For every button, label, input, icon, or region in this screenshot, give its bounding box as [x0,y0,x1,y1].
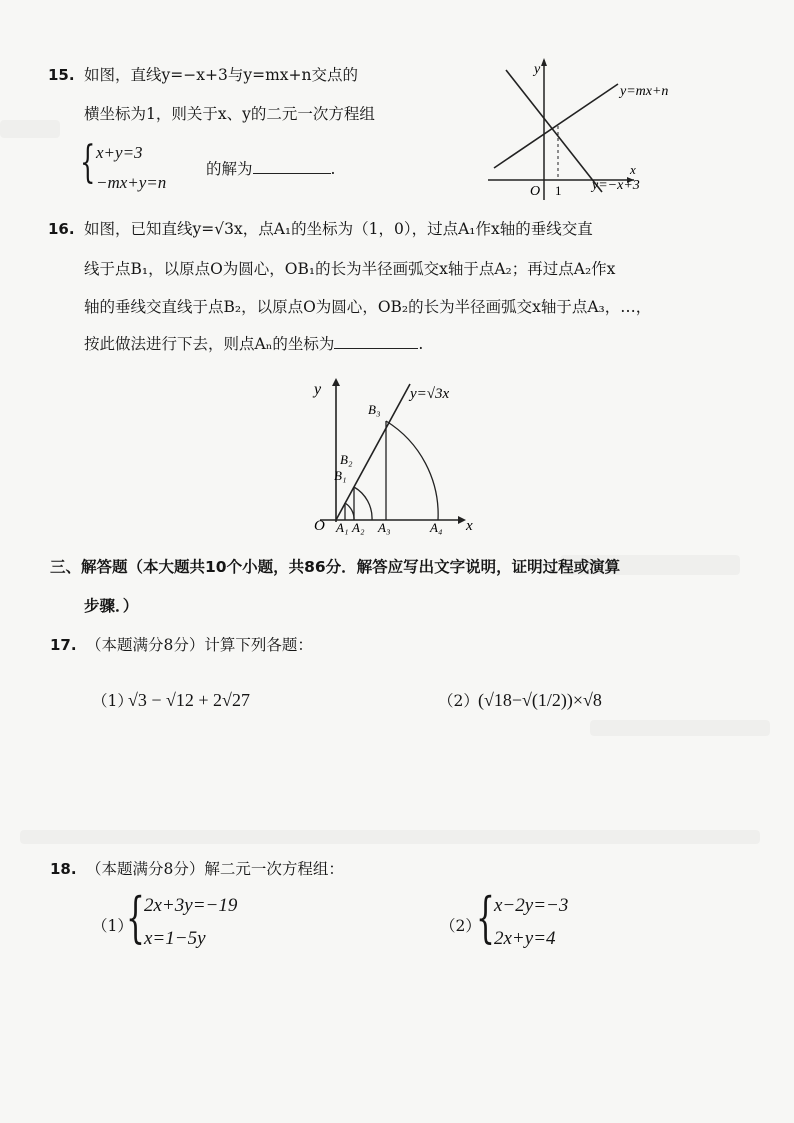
line-label: y=mx+n [620,84,669,99]
equation: −mx+y=n [96,173,167,192]
arc-b2a3 [354,487,372,520]
line-y-mx-plus-n [494,84,618,168]
equation: 2x+3y=−19 [144,895,238,916]
equation: x−2y=−3 [494,895,569,916]
arc-b1a2 [345,503,354,520]
question-text: 线于点B₁，以原点O为圆心，OB₁的长为半径画弧交x轴于点A₂；再过点A₂作x [84,260,616,278]
equation: x+y=3 [96,143,143,162]
answer-blank[interactable] [253,157,331,174]
question-text: （本题满分8分）解二元一次方程组： [86,860,344,878]
question-text: 横坐标为1，则关于x、y的二元一次方程组 [84,105,375,123]
line-label: y=−x+3 [592,178,640,193]
line-label: y=√3x [410,386,450,402]
system-brace: { [476,886,495,949]
bleed-through-shadow [590,720,770,736]
expression: √3 − √12 + 2√27 [128,690,250,710]
question-text: 按此做法进行下去，则点Aₙ的坐标为 . [84,332,423,355]
question-number: 15. [48,66,75,84]
point-label-b2: B₂ [340,452,353,467]
question-text: 轴的垂线交直线于点B₂，以原点O为圆心，OB₂的长为半径画弧交x轴于点A₃，…， [84,298,652,316]
equation: 2x+y=4 [494,928,556,949]
question-text: 的解为 . [206,157,335,180]
section-title: 三、解答题（本大题共10个小题，共86分．解答应写出文字说明，证明过程或演算 [50,558,621,576]
axis-label-y: y [534,62,541,77]
bleed-through-shadow [0,120,60,138]
question-number: 16. [48,220,75,238]
point-label-a2: A₂ [352,520,365,535]
axis-label-y: y [314,381,322,398]
point-label-a4: A₄ [430,520,443,535]
line-y-neg-x-plus-3 [506,70,602,192]
point-label-a3: A₃ [378,520,391,535]
question-text: 如图，直线y=−x+3与y=mx+n交点的 [84,66,358,84]
y-axis-arrow-icon [541,58,547,66]
part-label: （1） [92,917,133,935]
q15-figure [484,52,714,202]
point-label-a1: A₁ [336,520,349,535]
origin-label: O [314,518,325,534]
axis-label-x: x [630,162,636,177]
part-label: （1） [92,692,133,710]
tick-label: 1 [555,183,562,198]
bleed-through-shadow [20,830,760,844]
question-number: 17. [50,636,77,654]
question-tail: 的解为 [206,160,253,178]
arc-b3a4 [386,421,438,520]
system-brace: { [126,886,145,949]
part-label: （2） [440,917,481,935]
expression: (√18−√(1/2))×√8 [478,690,602,710]
section-title-cont: 步骤．） [84,597,139,615]
x-axis-arrow-icon [458,516,466,524]
equation: x=1−5y [144,928,206,949]
point-label-b3: B₃ [368,402,381,417]
origin-label: O [530,184,541,199]
q16-figure [306,372,486,538]
question-text: （本题满分8分）计算下列各题： [86,636,313,654]
y-axis-arrow-icon [332,378,340,386]
point-label-b1: B₁ [334,468,347,483]
system-brace: { [80,137,96,188]
question-number: 18. [50,860,77,878]
axis-label-x: x [466,518,473,534]
question-text-tail: 按此做法进行下去，则点Aₙ的坐标为 [84,335,335,353]
answer-blank[interactable] [334,332,418,349]
part-label: （2） [438,692,479,710]
question-text: 如图，已知直线y=√3x，点A₁的坐标为（1，0），过点A₁作x轴的垂线交直 [84,220,593,238]
